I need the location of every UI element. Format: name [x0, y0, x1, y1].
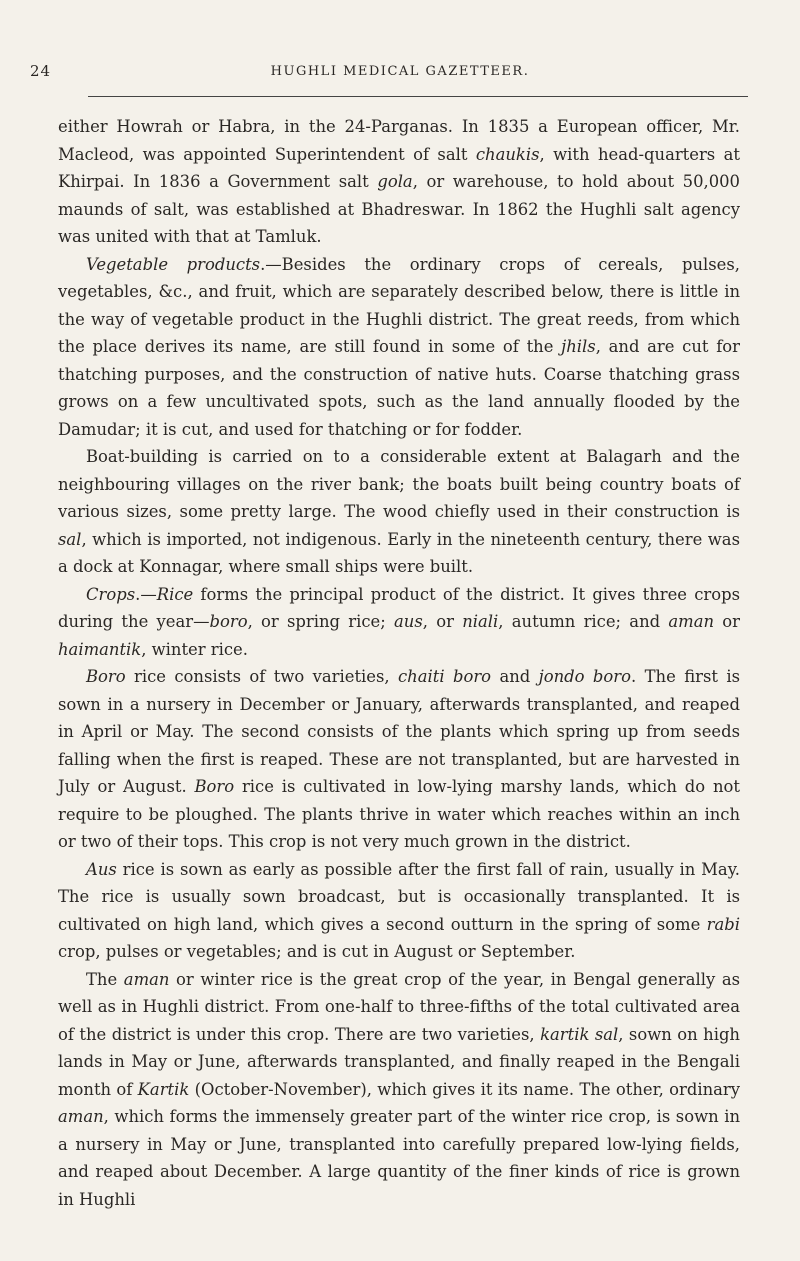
italic-term: boro [209, 612, 248, 631]
paragraph [58, 443, 740, 581]
italic-term: Crops [86, 584, 136, 604]
page-number: 24 [30, 62, 52, 80]
text-run: The [86, 969, 124, 989]
text-run: (October-November), which gives it its name. The other, ordinary [189, 1079, 740, 1099]
italic-term: aman [58, 1107, 104, 1126]
running-title: HUGHLI MEDICAL GAZETTEER. [270, 64, 530, 79]
italic-term: Vegetable products [86, 254, 261, 274]
text-run: crop, pulses or vegetables; and is cut in August or September. [58, 942, 576, 961]
text-run: , or warehouse, to hold about 50,000 maunds of salt, was established at Bhadreswar. In 1862 the Hughli salt agency was united with that at Tamluk. [58, 172, 740, 246]
italic-term: gola [377, 172, 413, 191]
text-run: and [491, 667, 539, 686]
text-run: , which is imported, not indigenous. Early in the nineteenth century, there was a dock at Konnagar, where small ships were built. [58, 529, 740, 576]
italic-term: rabi [706, 914, 740, 934]
paragraph [58, 663, 740, 856]
italic-term: kartik sal [540, 1024, 619, 1044]
italic-term: jhils [561, 337, 596, 356]
italic-term: Boro [86, 667, 126, 686]
italic-term: jondo boro [538, 667, 631, 686]
text-run: either Howrah or Habra, in the 24-Parganas. In 1835 a European officer, Mr. Macleod, was appointed Superintendent of salt [58, 117, 740, 164]
text-run: Boat-building is carried on to a considerable extent at Balagarh and the neighbouring villages on the river bank; the boats built being country boats of various sizes, some pretty large. The wood chiefly used in their construction is [58, 447, 740, 521]
italic-term: aman [668, 612, 715, 631]
italic-term: Kartik [137, 1079, 190, 1099]
text-run: rice is cultivated in low-lying marshy lands, which do not require to be ploughed. The plants thrive in water which reaches within an inch or two of their tops. This crop is not very much grown in the district. [58, 777, 740, 851]
italic-term: Rice [156, 584, 194, 604]
italic-term: aman [123, 969, 170, 989]
text-run: , with head-quarters at Khirpai. In 1836 a Government salt [58, 144, 740, 191]
paragraph [58, 581, 740, 664]
text-run: . The first is sown in a nursery in December or January, afterwards transplanted, and reaped in April or May. The second consists of the plants which spring up from seeds falling when the first is reaped. These are not transplanted, but are harvested in July or August. [58, 667, 741, 796]
italic-term: chaiti boro [398, 667, 492, 686]
page-header [0, 62, 800, 88]
text-run: , which forms the immensely greater part of the winter rice crop, is sown in a nursery in May or June, transplanted into carefully prepared low-lying fields, and reaped about December. A large quantity of the finer kinds of rice is grown in Hughli [58, 1107, 740, 1209]
text-run: , or spring rice; [247, 612, 395, 631]
paragraph [58, 251, 740, 444]
paragraph [58, 966, 740, 1214]
text-run: or [714, 612, 741, 631]
text-run: rice consists of two varieties, [125, 667, 398, 686]
text-run: , sown on high lands in May or June, afterwards transplanted, and finally reaped in the Bengali month of [58, 1024, 740, 1099]
text-run: , or [422, 612, 463, 631]
header-rule [88, 96, 748, 97]
text-run: forms the principal product of the district. It gives three crops during the year— [58, 584, 740, 631]
text-run: , and are cut for thatching purposes, and the construction of native huts. Coarse thatching grass grows on a few uncultivated spots, such as the land annually flooded by the Damudar; it is cut, and used for thatching or for fodder. [58, 337, 740, 439]
italic-term: chaukis [475, 144, 540, 164]
italic-term: sal [58, 529, 82, 549]
italic-term: niali [462, 612, 499, 631]
paragraph [58, 113, 740, 251]
text-run: .—Besides the ordinary crops of cereals, pulses, vegetables, &c., and fruit, which are separately described below, there is little in the way of vegetable product in the Hughli district. The great reeds, from which the place derives its name, are still found in some of the [58, 254, 740, 356]
italic-term: aus [394, 612, 423, 631]
text-run: or winter rice is the great crop of the year, in Bengal generally as well as in Hughli district. From one-half to three-fifths of the total cultivated area of the district is under this crop. There are two varieties, [58, 969, 740, 1044]
text-run: .— [135, 584, 157, 604]
text-run: , winter rice. [141, 639, 248, 659]
italic-term: Aus [86, 859, 117, 879]
text-run: rice is sown as early as possible after the first fall of rain, usually in May. The rice is usually sown broadcast, but is occasionally transplanted. It is cultivated on high land, which gives a second outturn in the spring of some [58, 859, 740, 934]
italic-term: haimantik [58, 639, 142, 659]
italic-term: Boro [194, 777, 235, 796]
paragraph [58, 856, 740, 966]
body-text [58, 113, 740, 1213]
text-run: , autumn rice; and [498, 612, 669, 631]
